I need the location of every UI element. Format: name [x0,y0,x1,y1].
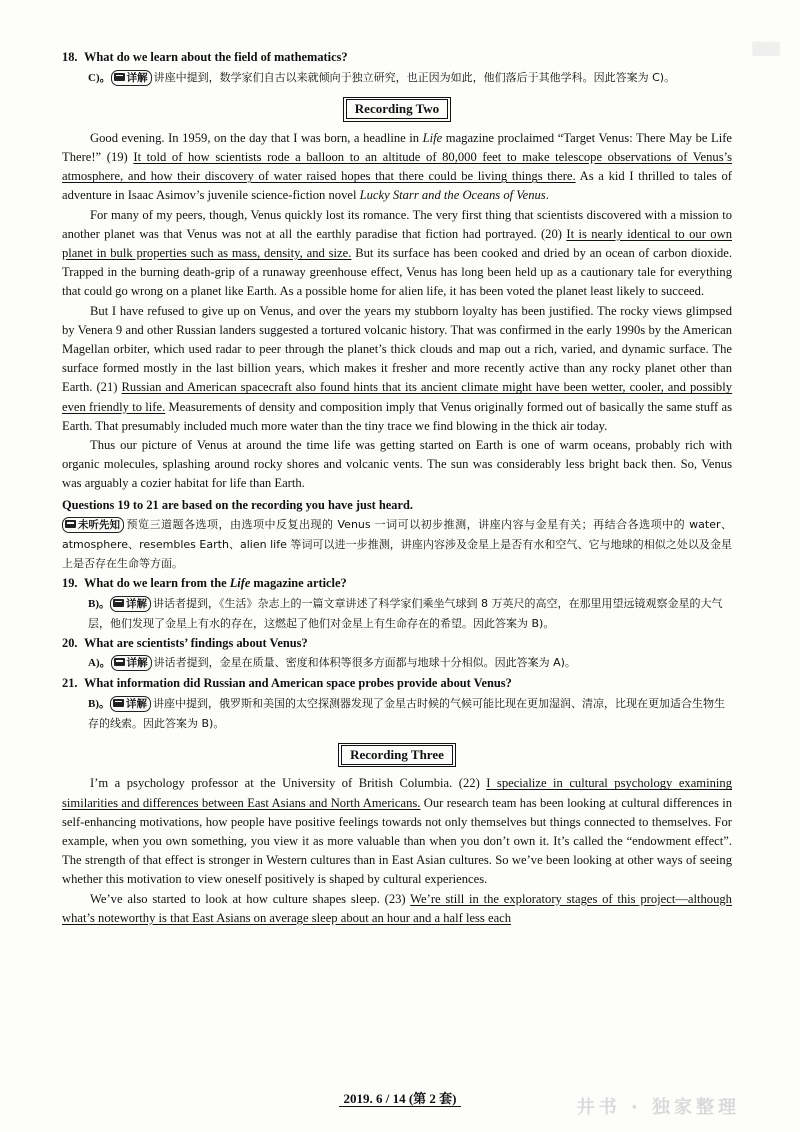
underlined-answer-21: Russian and American spacecraft also found hints that its ancient climate might have been wetter, cooler, and possibly even friendly to life. [62,380,732,414]
question-text: What information did Russian and American space probes provide about Venus? [84,675,512,690]
explanation-tag [110,596,151,612]
preview-text: 预览三道题各选项，由选项中反复出现的 Venus 一词可以初步推测，讲座内容与金星有关；再结合各选项中的 water、atmosphere、resembles Earth、alien life 等词可以进一步推测，讲座内容涉及金星上是否有水和空气、它与地球的相似之处以及金星上是否存在生命等方面。 [62,518,732,571]
preview-tag [62,517,124,533]
magazine-title: Life [229,576,251,591]
explanation-text: 讲座中提到，俄罗斯和美国的太空探测器发现了金星古时候的气候可能比现在更加湿润、清凉，比现在更加适合生物生存的线索。因此答案为 B)。 [88,696,725,731]
book-icon [113,599,124,607]
answer-letter: B)。 [88,697,110,710]
preview-block [62,515,732,574]
text: I’m a psychology professor at the University of British Columbia. (22) [90,776,487,791]
text: Our research team has been looking at cultural differences in self-enhancing motivations, how people have positive feelings towards not only themselves but things connected to themselves. For example, when you own something, you view it as more valuable than when you don’t own it. It’s called the “endowment effect”. The strength of that effect is stronger in Western cultures than in East Asian cultures. So we’ve been looking at other ways of seeing whether this motivation to view oneself positively is shaped by cultural experiences. [62,795,732,887]
faint-watermark-top: ▒▒▒ [752,42,780,56]
question-19 [62,574,732,594]
tag-label: 详解 [126,597,147,610]
recording-three-heading [62,743,732,768]
magazine-title: Life [422,130,443,145]
tag-label: 详解 [126,657,148,670]
answer-letter: B)。 [88,597,110,610]
book-icon [114,73,125,81]
question-20 [62,634,732,654]
question-number: 19. [62,576,78,591]
explanation-text: 讲座中提到，数学家们自古以来就倾向于独立研究，也正因为如此，他们落后于其他学科。因此答案为 C)。 [153,70,676,84]
tag-label: 详解 [126,697,147,710]
underlined-answer-19: It told of how scientists rode a balloon to an altitude of 80,000 feet to make telescope observations of Venus’s atmosphere, and how their discovery of water raised hopes that there could be living things there. [62,149,732,184]
underlined-answer-22: I specialize in cultural psychology examining similarities and differences between East Asians and North Americans. [62,776,732,810]
recording-two-paragraph-4: Thus our picture of Venus at around the time life was getting started on Earth is one of warm oceans, probably rich with organic molecules, splashing around rocky shores and volcanic vents. The sun was considerably less bright back then. So, Venus was arguably a cozier habitat for life than Earth. [62,438,732,491]
section-title: Recording Two [346,99,448,119]
explanation-text: 讲话者提到，金星在质量、密度和体积等很多方面都与地球十分相似。因此答案为 A)。 [153,656,576,670]
explanation-text: 讲话者提到，《生活》杂志上的一篇文章讲述了科学家们乘坐气球到 8 万英尺的高空，在那里用望远镜观察金星的大气层，他们发现了金星上有水的存在，这燃起了他们对金星上有生命存在的希望。因此答案为 B)。 [88,596,723,631]
question-number: 18. [62,50,78,64]
recording-two-heading [62,97,732,122]
answer-18 [62,68,732,89]
question-text: magazine article? [250,576,347,591]
text: For many of my peers, though, Venus quickly lost its romance. The very first thing that scientists discovered with a mission to another planet was that Venus was not at all the earthly paradise that fiction had portrayed. (20) [62,207,732,241]
answer-20 [62,653,732,674]
answer-letter: C)。 [88,71,111,84]
recording-two-paragraph-2 [62,206,732,302]
text: . [545,188,549,203]
page-number: 2019. 6 / 14 (第 2 套) [339,1091,460,1107]
questions-19-21-intro: Questions 19 to 21 are based on the recording you have just heard. [62,497,413,512]
section-title: Recording Three [341,745,453,765]
text: Good evening. In 1959, on the day that I was born, a headline in [90,130,423,145]
watermark: 井书 · 独家整理 [576,1097,740,1118]
answer-letter: A)。 [88,657,111,670]
text: We’ve also started to look at how culture shapes sleep. (23) [90,891,411,906]
book-icon [114,658,125,666]
answer-21 [62,694,732,734]
question-number: 21. [62,675,78,690]
explanation-tag [110,696,151,712]
tag-label: 详解 [126,71,148,84]
underlined-answer-23: We’re still in the exploratory stages of this project—although what’s noteworthy is that East Asians on average sleep about an hour and a half less each [62,891,732,925]
page-content [62,48,732,928]
recording-three-paragraph-2 [62,890,732,928]
question-text: What do we learn about the field of mathematics? [84,50,348,64]
underlined-answer-20: It is nearly identical to our own planet in bulk properties such as mass, density, and size. [62,226,732,260]
book-icon [113,699,124,707]
explanation-tag [111,70,152,86]
recording-two-paragraph-1 [62,129,732,206]
text: Measurements of density and composition imply that Venus originally formed out of basically the same stuff as Earth. That presumably included much more water than the tiny trace we find blowing in the thick air today. [62,399,732,433]
question-21 [62,674,732,694]
text: magazine proclaimed “Target Venus: There May be Life There!” (19) [62,130,732,164]
text: But its surface has been cooked and dried by an ocean of carbon dioxide. Trapped in the burning death-grip of a runaway greenhouse effect, Venus has long been held up as a cautionary tale for everything that could go wrong on a planet like Earth. As a possible home for alien life, it has been voted the planet least likely to succeed. [62,246,732,299]
explanation-tag [111,655,152,671]
text: But I have refused to give up on Venus, and over the years my stubborn loyalty has been justified. The rocky views glimpsed by Venera 9 and other Russian landers suggested a tortured volcanic history. That was confirmed in the early 1990s by the American Magellan orbiter, which used radar to peer through the planet’s thick clouds and map out a rich, varied, and dynamic surface. The surface formed mostly in the last billion years, which makes it fresher and more recently active than any rocky planet other than Earth. (21) [62,303,732,395]
question-text: What do we learn from the [84,576,230,591]
recording-three-paragraph-1 [62,774,732,889]
recording-two-paragraph-3 [62,302,732,436]
question-18 [62,48,732,68]
text: As a kid I thrilled to tales of adventure in Isaac Asimov’s juvenile science-fiction novel [62,169,732,203]
book-icon [65,520,76,528]
novel-title: Lucky Starr and the Oceans of Venus [359,188,546,203]
question-text: What are scientists’ findings about Venus? [84,635,308,650]
question-number: 20. [62,635,78,650]
answer-19 [62,594,732,634]
tag-label: 未听先知 [78,519,120,532]
